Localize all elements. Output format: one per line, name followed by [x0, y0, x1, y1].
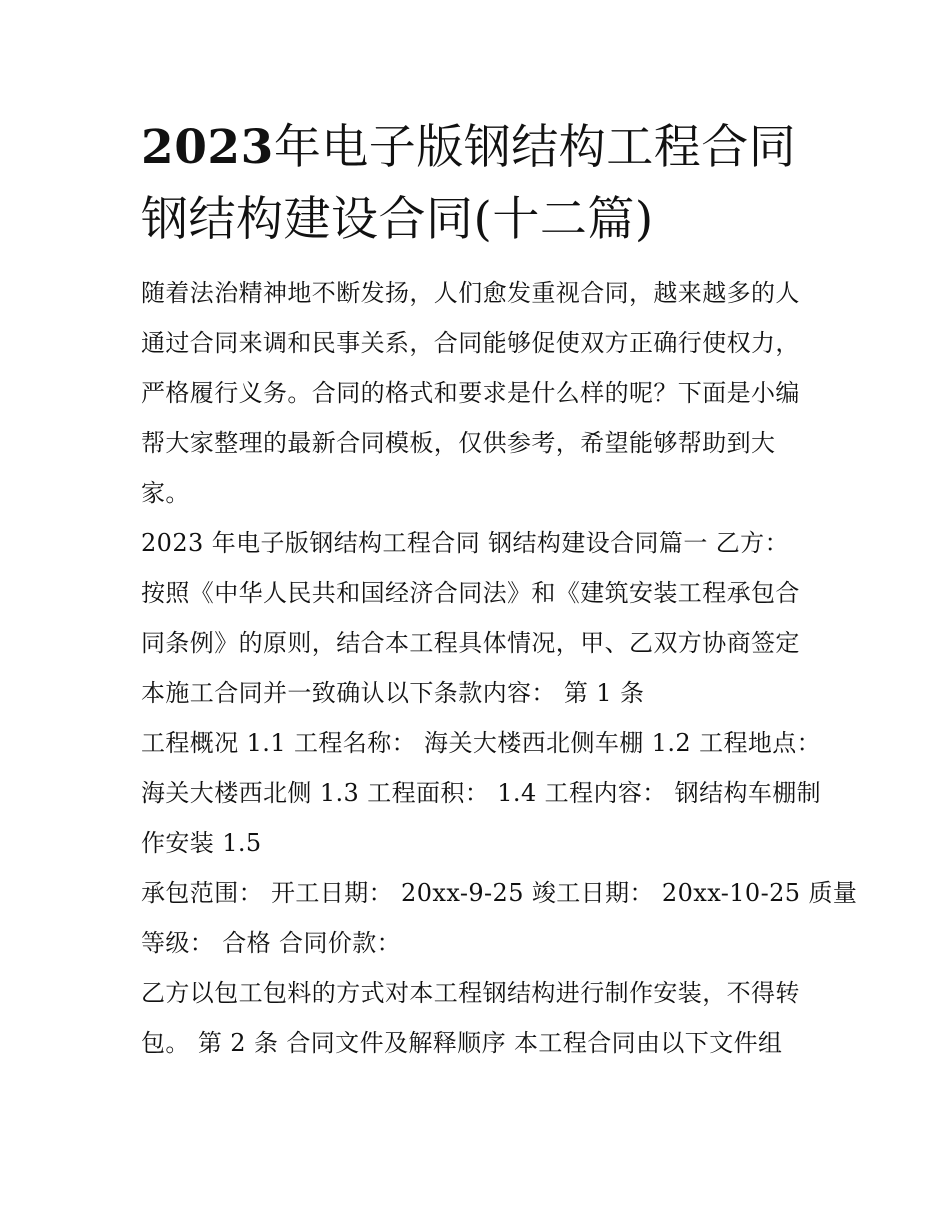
document-body — [141, 268, 858, 1068]
body-line: 本施工合同并一致确认以下条款内容： 第 1 条 — [141, 679, 645, 707]
body-line: 家。 — [141, 479, 190, 507]
body-line: 乙方以包工包料的方式对本工程钢结构进行制作安装，不得转 — [141, 979, 800, 1007]
title-line-1-text: 年电子版钢结构工程合同 — [273, 120, 797, 175]
body-line: 严格履行义务。合同的格式和要求是什么样的呢？下面是小编 — [141, 379, 800, 407]
body-line: 按照《中华人民共和国经济合同法》和《建筑安装工程承包合 — [141, 579, 800, 607]
body-line: 海关大楼西北侧 1.3 工程面积： 1.4 工程内容： 钢结构车棚制 — [141, 779, 822, 807]
document-page — [141, 112, 858, 1068]
body-line: 等级： 合格 合同价款： — [141, 929, 402, 957]
title-year: 2023 — [141, 120, 274, 175]
body-line: 随着法治精神地不断发扬，人们愈发重视合同，越来越多的人 — [141, 279, 800, 307]
body-line: 同条例》的原则，结合本工程具体情况，甲、乙双方协商签定 — [141, 629, 800, 657]
title-line-1 — [141, 112, 821, 184]
body-line: 2023 年电子版钢结构工程合同 钢结构建设合同篇一 乙方： — [141, 529, 789, 557]
body-line: 通过合同来调和民事关系，合同能够促使双方正确行使权力， — [141, 329, 800, 357]
body-line: 工程概况 1.1 工程名称： 海关大楼西北侧车棚 1.2 工程地点： — [141, 729, 822, 757]
title-line-2: 钢结构建设合同(十二篇) — [141, 192, 654, 247]
body-line: 包。 第 2 条 合同文件及解释顺序 本工程合同由以下文件组 — [141, 1029, 783, 1057]
body-line: 帮大家整理的最新合同模板，仅供参考，希望能够帮助到大 — [141, 429, 776, 457]
document-title — [141, 112, 821, 256]
body-line: 作安装 1.5 — [141, 829, 262, 857]
body-line: 承包范围： 开工日期： 20xx-9-25 竣工日期： 20xx-10-25 质量 — [141, 879, 858, 907]
